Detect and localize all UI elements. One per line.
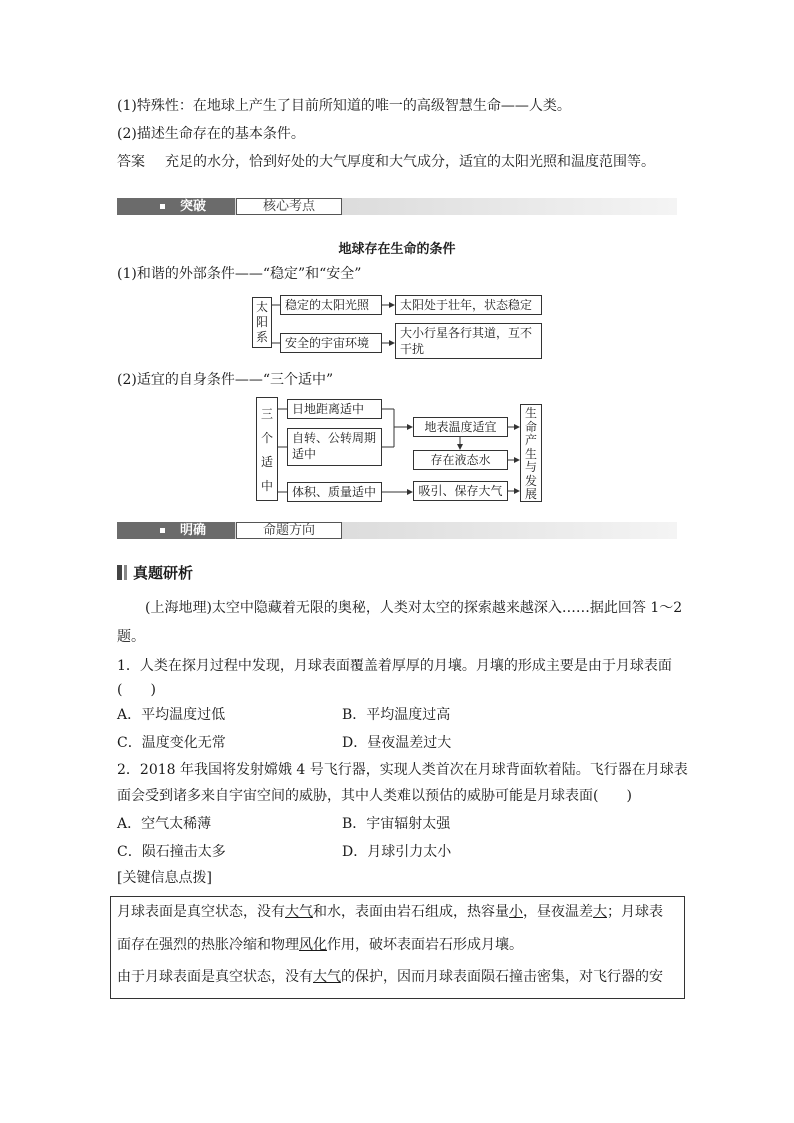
vchar: 系: [255, 330, 268, 344]
vchar: 生: [524, 406, 537, 420]
q2-line1: 2．2018 年我国将发射嫦娥 4 号飞行器，实现人类首次在月球背面软着陆。飞行器在月球表: [117, 762, 688, 778]
stable-sunlight-box: 稳定的太阳光照: [280, 295, 382, 315]
q1-option-d: D．昼夜温差过大: [342, 735, 452, 751]
key-line-3: [117, 967, 663, 987]
key-line-2: [117, 935, 523, 955]
vchar: 展: [524, 487, 537, 501]
sun-prime-box: 太阳处于壮年，状态稳定: [395, 295, 542, 315]
vchar: 与: [524, 460, 537, 474]
square-icon: [160, 528, 165, 533]
banner-light-label: 命题方向: [236, 522, 342, 539]
q2-option-b: B．宇宙辐射太强: [342, 816, 451, 832]
key-info-label: [关键信息点拨]: [117, 870, 212, 886]
key-text: 的保护，因而月球表面陨石撞击密集，对飞行器的安: [341, 969, 663, 985]
vchar: 产: [524, 433, 537, 447]
q2-option-c: C．陨石撞击太多: [117, 844, 226, 860]
key-text: 月球表面是真空状态，没有: [117, 904, 285, 920]
heading-bar-icon: [117, 565, 122, 580]
vchar: 三: [260, 407, 273, 421]
vchar: 适: [260, 455, 273, 469]
q1-option-c: C．温度变化无常: [117, 735, 226, 751]
key-text: 作用，破坏表面岩石形成月壤。: [327, 937, 523, 953]
q2-option-d: D．月球引力太小: [342, 844, 452, 860]
q1-line2: ( ): [117, 682, 156, 698]
banner-dark-label: 明确: [180, 523, 207, 538]
banner-dark-label: 突破: [180, 199, 207, 214]
key-underlined: 风化: [299, 937, 327, 953]
liquid-water-box: 存在液态水: [413, 450, 508, 470]
vchar: 发: [524, 473, 537, 488]
answer-text: 充足的水分，恰到好处的大气厚度和大气成分，适宜的太阳光照和温度范围等。: [165, 154, 655, 170]
key-underlined: 小: [509, 904, 523, 920]
rotation-line1: 自转、公转周期: [292, 431, 377, 445]
planets-orbit-line1: 大小行星各行其道，互不: [400, 326, 533, 340]
key-underlined: 大气: [313, 969, 341, 985]
heading-bar-icon: [124, 565, 127, 580]
vchar: 个: [260, 431, 273, 445]
rotation-line2: 适中: [292, 447, 317, 461]
planets-orbit-line2: 干扰: [400, 342, 425, 356]
q1-option-b: B．平均温度过高: [342, 707, 451, 723]
key-text: 由于月球表面是真空状态，没有: [117, 969, 313, 985]
q1-line1: 1．人类在探月过程中发现，月球表面覆盖着厚厚的月壤。月壤的形成主要是由于月球表面: [117, 658, 672, 674]
vchar: 阳: [255, 315, 268, 329]
vchar: 太: [255, 300, 268, 314]
cond1-heading: (1)和谐的外部条件——“稳定”和“安全”: [117, 266, 362, 282]
surface-temp-box: 地表温度适宜: [413, 417, 508, 437]
key-text: 和水，表面由岩石组成，热容量: [313, 904, 509, 920]
cond2-heading: (2)适宜的自身条件——“三个适中”: [117, 372, 334, 388]
answer-label: 答案: [117, 154, 145, 170]
vchar: 命: [524, 419, 537, 434]
intro-line-1: (1)特殊性：在地球上产生了目前所知道的唯一的高级智慧生命——人类。: [117, 98, 571, 114]
section-banner-direction: [117, 522, 677, 539]
real-exam-heading: [117, 562, 193, 583]
key-line-1: [117, 902, 663, 922]
q2-option-a: A．空气太稀薄: [117, 816, 212, 832]
vchar: 生: [524, 446, 537, 461]
section-title: 地球存在生命的条件: [338, 242, 456, 257]
key-text: 面存在强烈的热胀冷缩和物理: [117, 937, 299, 953]
key-info-box: [110, 896, 685, 999]
banner-light-label: 核心考点: [236, 198, 342, 215]
q1-option-a: A．平均温度过低: [117, 707, 226, 723]
q2-line2: 面会受到诸多来自宇宙空间的威胁，其中人类难以预估的威胁可能是月球表面( ): [117, 788, 632, 804]
key-underlined: 大气: [285, 904, 313, 920]
safe-universe-box: 安全的宇宙环境: [280, 333, 382, 353]
key-text: ，昼夜温差: [523, 904, 593, 920]
real-exam-title: 真题研析: [133, 564, 194, 582]
volume-mass-box: 体积、质量适中: [287, 482, 382, 502]
vchar: 中: [260, 479, 273, 493]
question-intro-line1: (上海地理)太空中隐藏着无限的奥秘，人类对太空的探索越来越深入……据此回答 1～2: [145, 600, 683, 616]
banner-dark-tab: [117, 522, 235, 539]
sun-earth-distance-box: 日地距离适中: [287, 399, 382, 419]
key-text: ；月球表: [607, 904, 663, 920]
intro-line-2: (2)描述生命存在的基本条件。: [117, 126, 305, 142]
key-underlined: 大: [593, 904, 607, 920]
question-intro-line2: 题。: [117, 629, 145, 645]
atmosphere-box: 吸引、保存大气: [413, 481, 508, 501]
